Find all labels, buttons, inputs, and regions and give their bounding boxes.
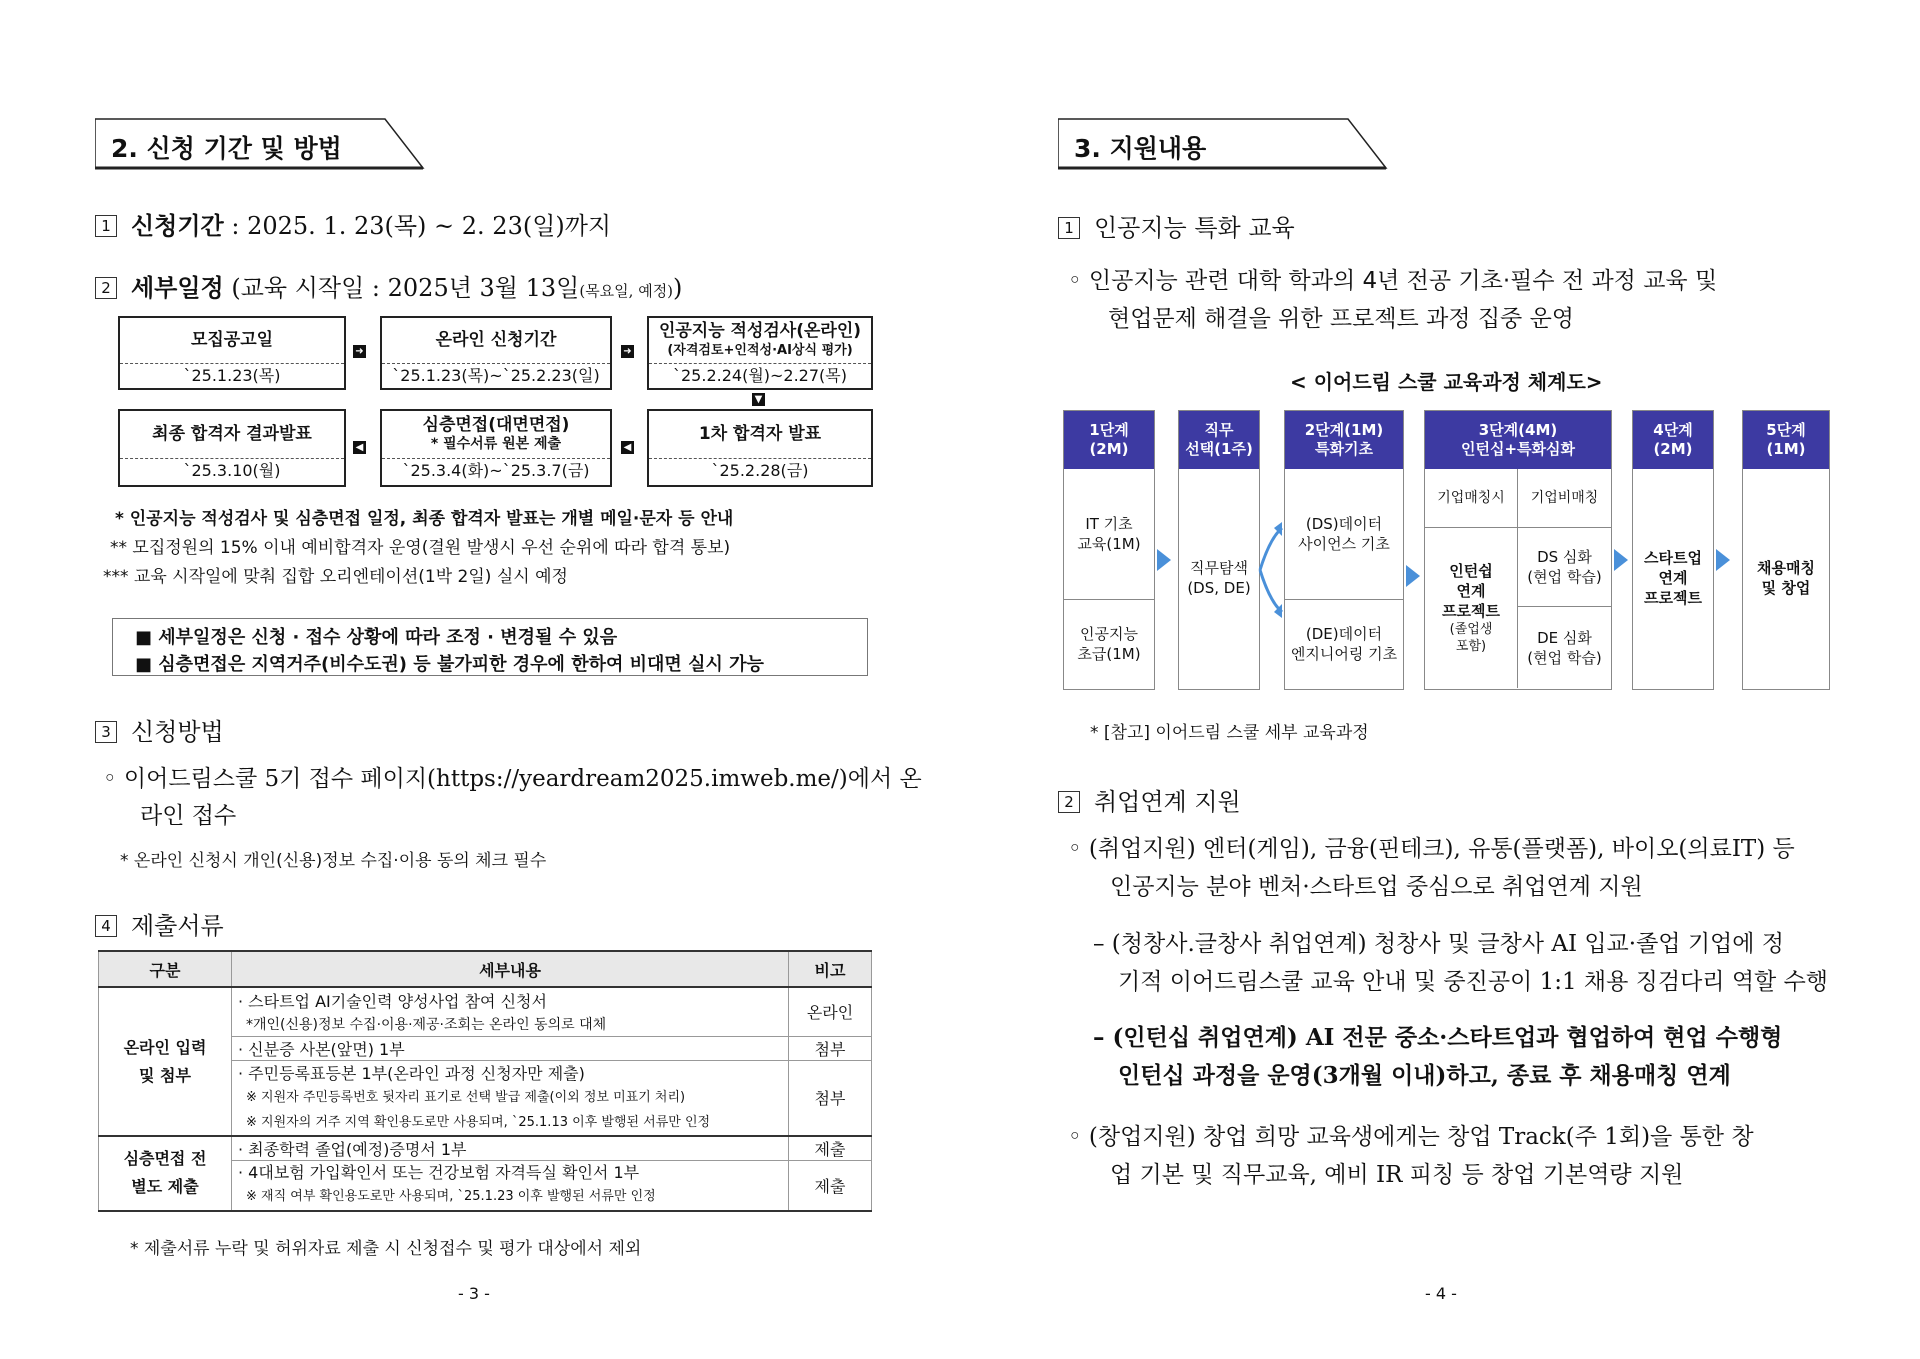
stage-3: 3단계(4M) 인턴십+특화심화 기업매칭시 기업비매칭 인턴쉽 연계 프로젝트 (졸업생 포함) DS 심화 (현업 학습) DE 심화 (현업 학습) [1424,410,1612,690]
arrow-right-icon [1406,565,1420,587]
schedule-line: 2 세부일정 (교육 시작일 : 2025년 3월 13일(목요일, 예정)) [95,268,682,303]
schedule-note: *** 교육 시작일에 맞춰 집합 오리엔테이션(1박 2일) 실시 예정 [103,567,568,587]
table-cell: 온라인 [789,987,872,1036]
section-title: 3. 지원내용 [1074,134,1207,163]
flow-step: 심층면접(대면면접) * 필수서류 원본 제출 `25.3.4(화)~`25.3.7(금) [380,409,612,487]
flow-step: 인공지능 적성검사(온라인) (자격검토+인적성·AI상식 평가) `25.2.24(월)~2.27(목) [647,316,873,390]
flow-step: 최종 합격자 결과발표 `25.3.10(월) [118,409,346,487]
documents-table [98,950,872,1212]
job-text: ◦ (창업지원) 창업 희망 교육생에게는 창업 Track(주 1회)을 통한 창 [1068,1124,1754,1150]
table-cell: 첨부 [789,1060,872,1136]
table-group: 온라인 입력 및 첨부 [99,987,232,1136]
arrow-down-icon: ▼ [752,393,765,406]
documents-heading: 4 제출서류 [95,906,224,941]
job-text: ◦ (취업지원) 엔터(게임), 금융(핀테크), 유통(플랫폼), 바이오(의료IT) 등 [1068,836,1795,862]
arrow-right-icon: ➜ [621,345,634,358]
job-text: – (청창사.글창사 취업연계) 청창사 및 글창사 AI 입교·졸업 기업에 정 [1093,931,1785,957]
diagram-title: < 이어드림 스쿨 교육과정 체계도> [1290,370,1603,394]
arrow-right-icon: ➜ [353,345,366,358]
table-cell: · 주민등록표등본 1부(온라인 과정 신청자만 제출) [232,1060,789,1085]
section-tab-3 [1058,118,1388,168]
page-number: - 4 - [1425,1284,1457,1303]
arrow-left-icon: ◀ [353,441,366,454]
table-cell: 첨부 [789,1036,872,1060]
table-cell: 제출 [789,1161,872,1211]
table-cell: · 4대보험 가입확인서 또는 건강보험 자격득실 확인서 1부 ※ 재직 여부 확인용도로만 사용되며, `25.1.23 이후 발행된 서류만 인정 [232,1161,789,1211]
stage-5: 5단계 (1M) 채용매칭 및 창업 [1742,410,1830,690]
table-cell: ※ 지원자 주민등록번호 뒷자리 표기로 선택 발급 제출(이외 정보 미표기 처리) ※ 지원자의 거주 지역 확인용도로만 사용되며, `25.1.13 이후 발행된 서류만 인정 [232,1085,789,1136]
page-number: - 3 - [458,1284,490,1303]
branch-arrow-icon [1258,520,1284,620]
table-header: 비고 [789,951,872,987]
flow-step: 1차 합격자 발표 `25.2.28(금) [647,409,873,487]
reference-note: * [참고] 이어드림 스쿨 세부 교육과정 [1090,723,1369,743]
edu-text: 현업문제 해결을 위한 프로젝트 과정 집중 운영 [1108,306,1575,332]
table-cell: 제출 [789,1136,872,1161]
job-text: 기적 이어드림스쿨 교육 안내 및 중진공이 1:1 채용 징검다리 역할 수행 [1118,969,1829,995]
table-header: 세부내용 [232,951,789,987]
table-cell: *개인(신용)정보 수집·이용·제공·조회는 온라인 동의로 대체 [232,1012,789,1036]
ai-education-heading: 1 인공지능 특화 교육 [1058,208,1295,243]
table-cell: · 최종학력 졸업(예정)증명서 1부 [232,1136,789,1161]
method-text: 라인 접수 [140,803,237,829]
method-text: ◦ 이어드림스쿨 5기 접수 페이지(https://yeardream2025.imweb.me/)에서 온 [103,766,922,792]
arrow-right-icon [1716,549,1730,571]
method-note: * 온라인 신청시 개인(신용)정보 수집·이용 동의 체크 필수 [120,851,547,871]
table-group: 심층면접 전 별도 제출 [99,1136,232,1211]
table-header: 구분 [99,951,232,987]
edu-text: ◦ 인공지능 관련 대학 학과의 4년 전공 기초·필수 전 과정 교육 및 [1068,268,1718,294]
stage-1: 1단계 (2M) IT 기초 교육(1M) 인공지능 초급(1M) [1063,410,1155,690]
apply-period-line: 1 신청기간 : 2025. 1. 23(목) ~ 2. 23(일)까지 [95,206,611,241]
method-heading: 3 신청방법 [95,712,224,747]
job-text: 인턴십 과정을 운영(3개월 이내)하고, 종료 후 채용매칭 연계 [1118,1062,1731,1089]
flow-step: 온라인 신청기간 `25.1.23(목)~`25.2.23(일) [380,316,612,390]
job-text: 업 기본 및 직무교육, 예비 IR 피칭 등 창업 기본역량 지원 [1110,1162,1684,1188]
schedule-note: ** 모집정원의 15% 이내 예비합격자 운영(결원 발생시 우선 순위에 따라 합격 통보) [110,538,731,558]
job-text: – (인턴십 취업연계) AI 전문 중소·스타트업과 협업하여 현업 수행형 [1093,1024,1783,1051]
arrow-left-icon: ◀ [621,441,634,454]
stage-select: 직무 선택(1주) 직무탐색 (DS, DE) [1178,410,1260,690]
section-tab-2 [95,118,425,168]
arrow-right-icon [1157,549,1171,571]
section-title: 2. 신청 기간 및 방법 [111,134,342,163]
flow-step: 모집공고일 `25.1.23(목) [118,316,346,390]
documents-note: * 제출서류 누락 및 허위자료 제출 시 신청접수 및 평가 대상에서 제외 [130,1239,642,1259]
table-cell: · 스타트업 AI기술인력 양성사업 참여 신청서 [232,987,789,1012]
arrow-right-icon [1614,549,1628,571]
job-text: 인공지능 분야 벤처·스타트업 중심으로 취업연계 지원 [1110,874,1643,900]
table-cell: · 신분증 사본(앞면) 1부 [232,1036,789,1060]
stage-2: 2단계(1M) 특화기초 (DS)데이터 사이언스 기초 (DE)데이터 엔지니어링 기초 [1284,410,1404,690]
schedule-note: * 인공지능 적성검사 및 심층면접 일정, 최종 합격자 발표는 개별 메일·문자 등 안내 [115,509,734,529]
stage-4: 4단계 (2M) 스타트업 연계 프로젝트 [1632,410,1714,690]
job-heading: 2 취업연계 지원 [1058,782,1241,817]
notice-box: ■ 세부일정은 신청 · 접수 상황에 따라 조정 · 변경될 수 있음 ■ 심층면접은 지역거주(비수도권) 등 불가피한 경우에 한하여 비대면 실시 가능 [112,618,868,676]
